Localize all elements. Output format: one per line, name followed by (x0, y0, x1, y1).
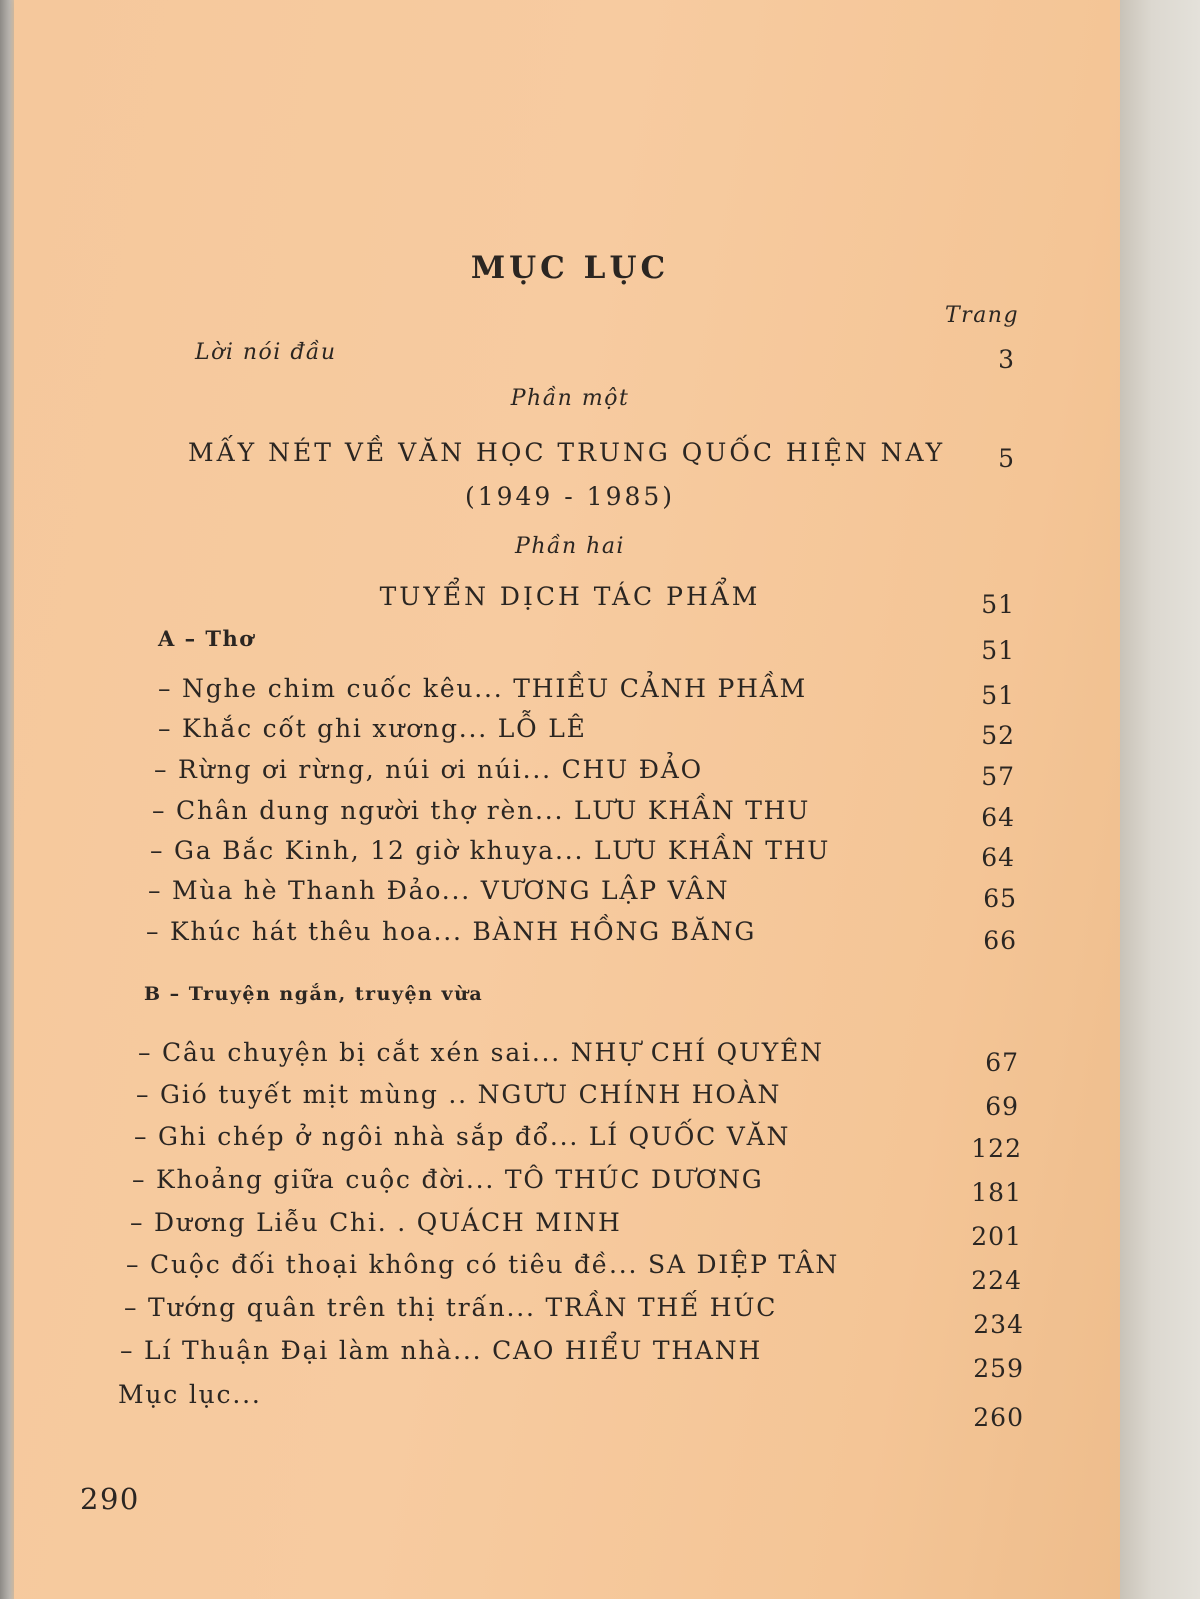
toc-entry-page: 122 (971, 1134, 1022, 1163)
toc-entry-page: 181 (971, 1178, 1022, 1207)
toc-entry: – Dương Liễu Chi. . QUÁCH MINH (130, 1208, 622, 1237)
toc-entry: – Rừng ơi rừng, núi ơi núi... CHU ĐẢO (154, 755, 703, 784)
part1-heading: Phần một (510, 386, 630, 411)
toc-entry: – Câu chuyện bị cắt xén sai... NHỰ CHÍ QUYÊN (138, 1038, 824, 1067)
toc-self-page: 260 (973, 1403, 1024, 1432)
part2-title: TUYỂN DỊCH TÁC PHẨM (379, 582, 761, 611)
part1-page: 5 (998, 444, 1015, 473)
toc-entry-page: 51 (981, 681, 1015, 710)
toc-entry-page: 69 (985, 1092, 1019, 1121)
toc-entry: – Tướng quân trên thị trấn... TRẦN THẾ HÚC (124, 1293, 778, 1322)
part2-heading: Phần hai (515, 534, 625, 559)
toc-entry-page: 57 (981, 762, 1015, 791)
toc-entry-page: 224 (971, 1266, 1022, 1295)
preface-label: Lời nói đầu (195, 340, 337, 365)
toc-entry: – Gió tuyết mịt mùng .. NGƯU CHÍNH HOÀN (136, 1080, 782, 1109)
toc-entry-page: 67 (985, 1048, 1019, 1077)
section-a-label: A – Thơ (158, 626, 255, 651)
toc-entry-page: 259 (973, 1354, 1024, 1383)
part1-title: MẤY NÉT VỀ VĂN HỌC TRUNG QUỐC HIỆN NAY (188, 438, 946, 467)
part1-years: (1949 - 1985) (464, 482, 676, 511)
toc-entry-page: 234 (973, 1310, 1024, 1339)
toc-entry: – Mùa hè Thanh Đảo... VƯƠNG LẬP VÂN (148, 876, 730, 905)
part2-page: 51 (981, 590, 1015, 619)
toc-entry-page: 66 (983, 926, 1017, 955)
section-b-label: B – Truyện ngắn, truyện vừa (144, 983, 484, 1005)
section-a-page: 51 (981, 636, 1015, 665)
toc-entry: – Cuộc đối thoại không có tiêu đề... SA DIỆP TÂN (126, 1250, 840, 1279)
page-column-header: Trang (945, 303, 1020, 328)
toc-entry: – Lí Thuận Đại làm nhà... CAO HIỂU THANH (120, 1336, 763, 1365)
toc-entry: – Khắc cốt ghi xương... LỖ LÊ (158, 714, 587, 743)
page-title: MỤC LỤC (470, 250, 670, 286)
toc-entry-page: 65 (983, 884, 1017, 913)
toc-entry-page: 64 (981, 803, 1015, 832)
toc-entry: – Nghe chim cuốc kêu... THIỀU CẢNH PHẦM (158, 674, 807, 703)
toc-entry-page: 52 (981, 721, 1015, 750)
toc-entry-page: 201 (971, 1222, 1022, 1251)
preface-page: 3 (998, 345, 1015, 374)
toc-entry: – Khúc hát thêu hoa... BÀNH HỒNG BĂNG (146, 917, 757, 946)
toc-entry: – Ghi chép ở ngôi nhà sắp đổ... LÍ QUỐC VĂN (134, 1122, 791, 1151)
toc-entry: – Chân dung người thợ rèn... LƯU KHẦN THU (152, 796, 811, 825)
page-number: 290 (80, 1482, 140, 1516)
background-right (1120, 0, 1200, 1599)
toc-entry: – Khoảng giữa cuộc đời... TÔ THÚC DƯƠNG (132, 1165, 764, 1194)
toc-self-label: Mục lục... (118, 1380, 262, 1409)
toc-entry-page: 64 (981, 843, 1015, 872)
toc-entry: – Ga Bắc Kinh, 12 giờ khuya... LƯU KHẦN THU (150, 836, 831, 865)
